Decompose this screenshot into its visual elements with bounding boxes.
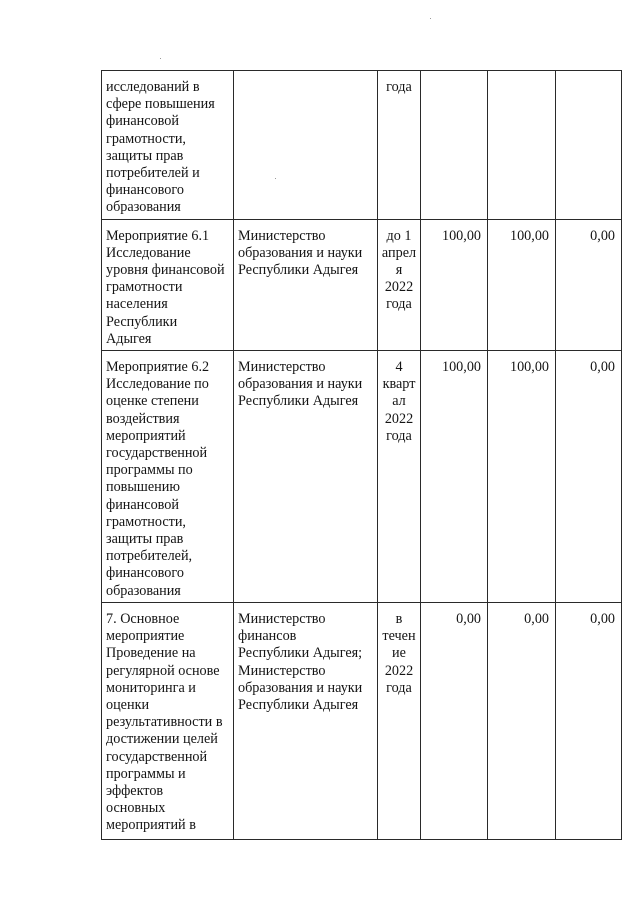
value-3-cell [556, 351, 622, 603]
value-3-cell [556, 71, 622, 220]
value-3: 0,00 [590, 359, 615, 376]
value-3-cell [556, 602, 622, 839]
value-1: 100,00 [441, 359, 481, 376]
value-2-cell [488, 219, 556, 350]
measure-name-cell [102, 351, 234, 603]
table-row [102, 71, 622, 220]
value-1-cell [421, 602, 488, 839]
value-2-cell [488, 602, 556, 839]
value-1-cell [421, 351, 488, 603]
measures-table [101, 70, 622, 840]
table-row [102, 602, 622, 839]
executor-cell [234, 219, 378, 350]
executor: Министерство образования и науки Республики Адыгея [238, 227, 363, 279]
term-cell [378, 602, 421, 839]
measure-name: 7. Основное мероприятие Проведение на регулярной основе мониторинга и оценки результативности в достижении целей государственной программы и эффектов основных мероприятий в [106, 610, 223, 834]
value-1-cell [421, 71, 488, 220]
measure-name: Мероприятие 6.1 Исследование уровня финансовой грамотности населения Республики Адыгея [106, 227, 225, 347]
value-3: 0,00 [590, 227, 615, 244]
value-2-cell [488, 351, 556, 603]
scan-speck [430, 18, 431, 19]
executor: Министерство финансов Республики Адыгея; Министерство образования и науки Республики Адыгея [238, 610, 363, 713]
term-cell [378, 71, 421, 220]
term: до 1 апрел я 2022 года [381, 227, 417, 313]
executor-cell [234, 351, 378, 603]
value-2: 100,00 [509, 227, 549, 244]
value-3-cell [556, 219, 622, 350]
measure-name-cell [102, 219, 234, 350]
value-2: 0,00 [524, 610, 549, 627]
measure-name: исследований в сфере повышения финансовой грамотности, защиты прав потребителей и финансового образования [106, 79, 215, 216]
value-1: 100,00 [441, 227, 481, 244]
value-1: 0,00 [456, 610, 481, 627]
term: 4 кварт ал 2022 года [382, 359, 416, 444]
executor-cell [234, 71, 378, 220]
term-cell [378, 351, 421, 603]
measure-name: Мероприятие 6.2 Исследование по оценке степени воздействия мероприятий государственной программы по повышению финансовой грамотности, защиты прав потребителей, финансового образования [106, 359, 210, 599]
measure-name-cell [102, 602, 234, 839]
value-3: 0,00 [590, 610, 615, 627]
value-2-cell [488, 71, 556, 220]
value-1-cell [421, 219, 488, 350]
executor-cell [234, 602, 378, 839]
value-2: 100,00 [509, 359, 549, 376]
measure-name-cell [102, 71, 234, 220]
term: в течен ие 2022 года [382, 610, 416, 696]
term-cell [378, 219, 421, 350]
term: года [386, 79, 412, 95]
table-row [102, 351, 622, 603]
scan-speck [160, 58, 161, 59]
table-row [102, 219, 622, 350]
executor: Министерство образования и науки Республики Адыгея [238, 359, 363, 410]
